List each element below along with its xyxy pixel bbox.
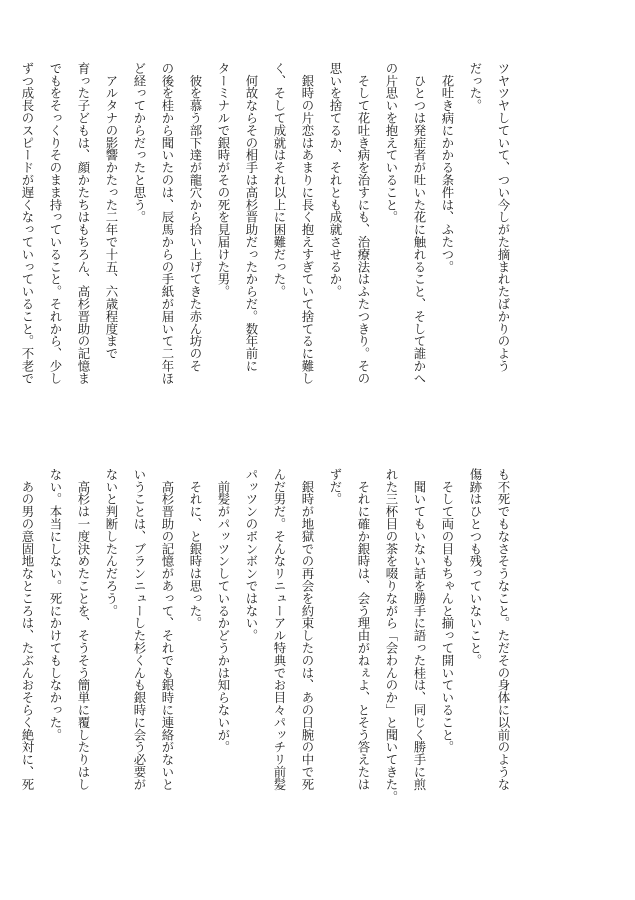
text-block-lower	[20, 468, 517, 848]
text-line: ない。本当にしない。死にかけてもしなかった。	[48, 468, 63, 741]
text-line: 聞いてもいない話を勝手に語った桂は、同じく勝手に煎	[412, 468, 427, 791]
text-line: 高杉晋助の記憶があって、それでも銀時に連絡がないと	[160, 468, 175, 791]
text-line: パッツンのボンボンではない。	[244, 468, 259, 642]
text-line: ツヤツヤしていて、つい今しがた摘まれたばかりのよう	[496, 62, 511, 372]
text-line: ひとつは発症者が吐いた花に触れること、そして誰かへ	[412, 62, 427, 385]
text-line: そして両の目もちゃんと揃って開いていること。	[440, 468, 455, 754]
text-line: それに確か銀時は、会う理由がねぇよ、とそう答えたは	[356, 468, 371, 791]
text-line: 銀時の片恋はあまりに長く抱えすぎていて捨てるに難し	[300, 62, 315, 385]
text-line: 傷跡はひとつも残っていないこと。	[468, 468, 483, 667]
text-line: の後を桂から聞いたのは、辰馬からの手紙が届いて二年ほ	[160, 62, 175, 385]
text-line: 彼を慕う部下達が龍穴から拾い上げてきた赤ん坊のそ	[188, 62, 203, 372]
text-line: でもをそっくりそのまま持っていること。それから、少し	[48, 62, 63, 385]
text-line: く、そして成就はそれ以上に困難だった。	[272, 62, 287, 298]
text-line: ずつ成長のスピードが遅くなっていっていること。不老で	[20, 62, 35, 385]
text-line: 前髪がパッツンしているかどうかは知らないが。	[216, 468, 231, 754]
text-line: ずだ。	[328, 468, 343, 506]
text-line: 銀時が地獄での再会を約束したのは、あの日腕の中で死	[300, 468, 315, 791]
text-line: の片思いを抱えていること。	[384, 62, 399, 224]
text-line: ないと判断したんだろう。	[104, 468, 119, 617]
text-line: 何故ならその相手は高杉晋助だったからだ。数年前に	[244, 62, 259, 372]
text-line: あの男の意固地なところは、たぶんおそらく絶対に、死	[20, 468, 35, 791]
text-line: ど経ってからだったと思う。	[132, 62, 147, 224]
text-line: 育った子どもは、顔かたちはもちろん、高杉晋助の記憶ま	[76, 62, 91, 385]
text-line: アルタナの影響かたった二年で十五、六歳程度まで	[104, 62, 119, 360]
text-line: んだ男だ。そんなリニューアル特典でお目々パッチリ前髪	[272, 468, 287, 791]
text-line: ターミナルで銀時がその死を見届けた男。	[216, 62, 231, 298]
text-line: それに、と銀時は思った。	[188, 468, 203, 630]
text-line: 思いを捨てるか、それとも成就させるか。	[328, 62, 343, 298]
text-line: そして花吐き病を治すにも、治療法はふたつきり。その	[356, 62, 371, 385]
text-line: だった。	[468, 62, 483, 112]
text-line: 花吐き病にかかる条件は、ふたつ。	[440, 62, 455, 273]
text-line: いうことは、ブランニューした杉くんも銀時に会う必要が	[132, 468, 147, 791]
text-line: も不死でもなさそうなこと。ただその身体に以前のような	[496, 468, 511, 791]
text-line: れた三杯目の茶を啜りながら「会わんのか」と聞いてきた。	[384, 468, 399, 803]
text-block-upper	[20, 62, 517, 437]
text-line: 高杉は一度決めたことを、そうそう簡単に覆したりはし	[76, 468, 91, 791]
